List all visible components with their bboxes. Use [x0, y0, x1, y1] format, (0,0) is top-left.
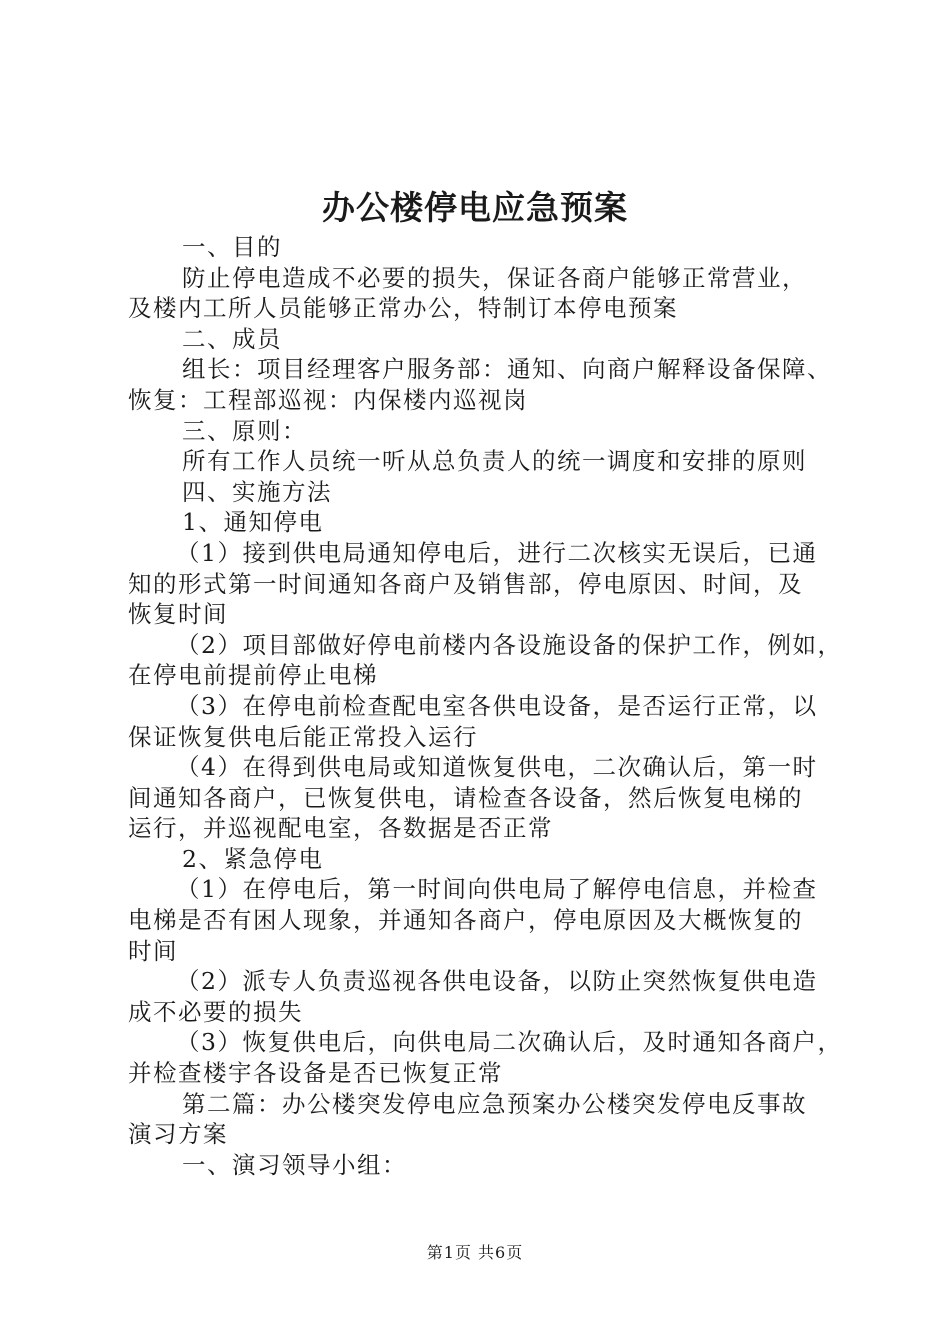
text-line: （3）在停电前检查配电室各供电设备，是否运行正常，以: [176, 691, 818, 720]
text-line: （4）在得到供电局或知道恢复供电，二次确认后，第一时: [176, 753, 818, 782]
text-line: 保证恢复供电后能正常投入运行: [128, 722, 478, 751]
text-line: 恢复时间: [128, 600, 228, 629]
text-line: 一、目的: [182, 233, 282, 261]
text-line: （1）在停电后，第一时间向供电局了解停电信息，并检查: [176, 875, 818, 904]
text-line: 2、紧急停电: [182, 844, 324, 873]
text-line: 时间: [128, 936, 178, 965]
text-line: 间通知各商户，已恢复供电，请检查各设备，然后恢复电梯的: [128, 783, 803, 812]
text-line: 1、通知停电: [182, 508, 324, 537]
text-line: 及楼内工所人员能够正常办公，特制订本停电预案: [128, 294, 678, 323]
text-line: 电梯是否有困人现象，并通知各商户，停电原因及大概恢复的: [128, 906, 803, 935]
text-line: 恢复：工程部巡视：内保楼内巡视岗: [128, 385, 528, 414]
document-body: [128, 232, 843, 1180]
text-line: 二、成员: [182, 324, 282, 353]
text-line: 在停电前提前停止电梯: [128, 661, 378, 690]
text-line: （2）项目部做好停电前楼内各设施设备的保护工作，例如，: [176, 630, 843, 659]
text-line: 四、实施方法: [182, 477, 332, 506]
text-line: （3）恢复供电后，向供电局二次确认后，及时通知各商户，: [176, 1028, 843, 1057]
text-line: 一、演习领导小组：: [182, 1150, 407, 1179]
text-line: 知的形式第一时间通知各商户及销售部，停电原因、时间，及: [128, 569, 803, 598]
text-line: 所有工作人员统一听从总负责人的统一调度和安排的原则: [182, 447, 807, 476]
text-line: （1）接到供电局通知停电后，进行二次核实无误后，已通: [176, 538, 818, 567]
text-line: 并检查楼宇各设备是否已恢复正常: [128, 1059, 503, 1088]
text-line: 演习方案: [128, 1120, 228, 1149]
document-title: 办公楼停电应急预案: [322, 188, 628, 227]
text-line: （2）派专人负责巡视各供电设备，以防止突然恢复供电造: [176, 967, 818, 996]
text-line: 运行，并巡视配电室，各数据是否正常: [128, 814, 553, 843]
page-footer: 第1页 共6页: [426, 1243, 524, 1262]
text-line: 成不必要的损失: [128, 997, 303, 1026]
text-line: 组长：项目经理客户服务部：通知、向商户解释设备保障、: [182, 355, 832, 384]
text-line: 三、原则：: [182, 416, 307, 445]
text-line: 第二篇：办公楼突发停电应急预案办公楼突发停电反事故: [182, 1089, 807, 1118]
text-line: 防止停电造成不必要的损失，保证各商户能够正常营业，: [182, 263, 807, 292]
